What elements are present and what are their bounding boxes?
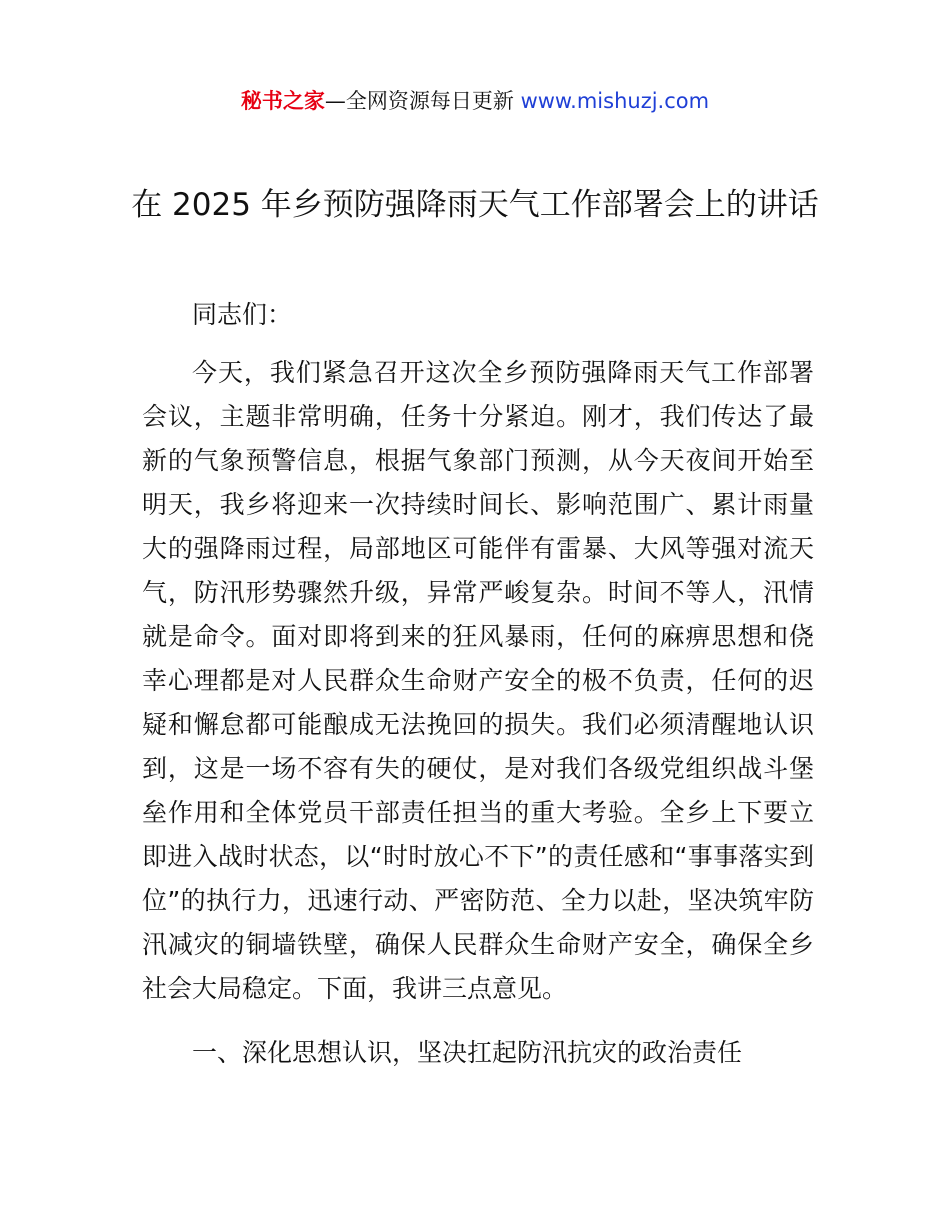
site-url-link[interactable]: www.mishuzj.com <box>520 89 710 113</box>
document-body <box>142 293 814 1075</box>
site-tagline: —全网资源每日更新 <box>324 89 514 113</box>
body-paragraph: 今天，我们紧急召开这次全乡预防强降雨天气工作部署会议，主题非常明确，任务十分紧迫。刚才，我们传达了最新的气象预警信息，根据气象部门预测，从今天夜间开始至明天，我乡将迎来一次持续时间长、影响范围广、累计雨量大的强降雨过程，局部地区可能伴有雷暴、大风等强对流天气，防汛形势骤然升级，异常严峻复杂。时间不等人，汛情就是命令。面对即将到来的狂风暴雨，任何的麻痹思想和侥幸心理都是对人民群众生命财产安全的极不负责，任何的迟疑和懈怠都可能酿成无法挽回的损失。我们必须清醒地认识到，这是一场不容有失的硬仗，是对我们各级党组织战斗堡垒作用和全体党员干部责任担当的重大考验。全乡上下要立即进入战时状态，以“时时放心不下”的责任感和“事事落实到位”的执行力，迅速行动、严密防范、全力以赴，坚决筑牢防汛减灾的铜墙铁壁，确保人民群众生命财产安全，确保全乡社会大局稳定。下面，我讲三点意见。 <box>142 358 814 1003</box>
section-heading: 一、深化思想认识，坚决扛起防汛抗灾的政治责任 <box>192 1038 743 1067</box>
site-banner <box>0 86 950 116</box>
salutation: 同志们： <box>192 300 293 329</box>
site-brand: 秘书之家 <box>240 89 325 113</box>
document-title: 在 2025 年乡预防强降雨天气工作部署会上的讲话 <box>131 187 819 223</box>
